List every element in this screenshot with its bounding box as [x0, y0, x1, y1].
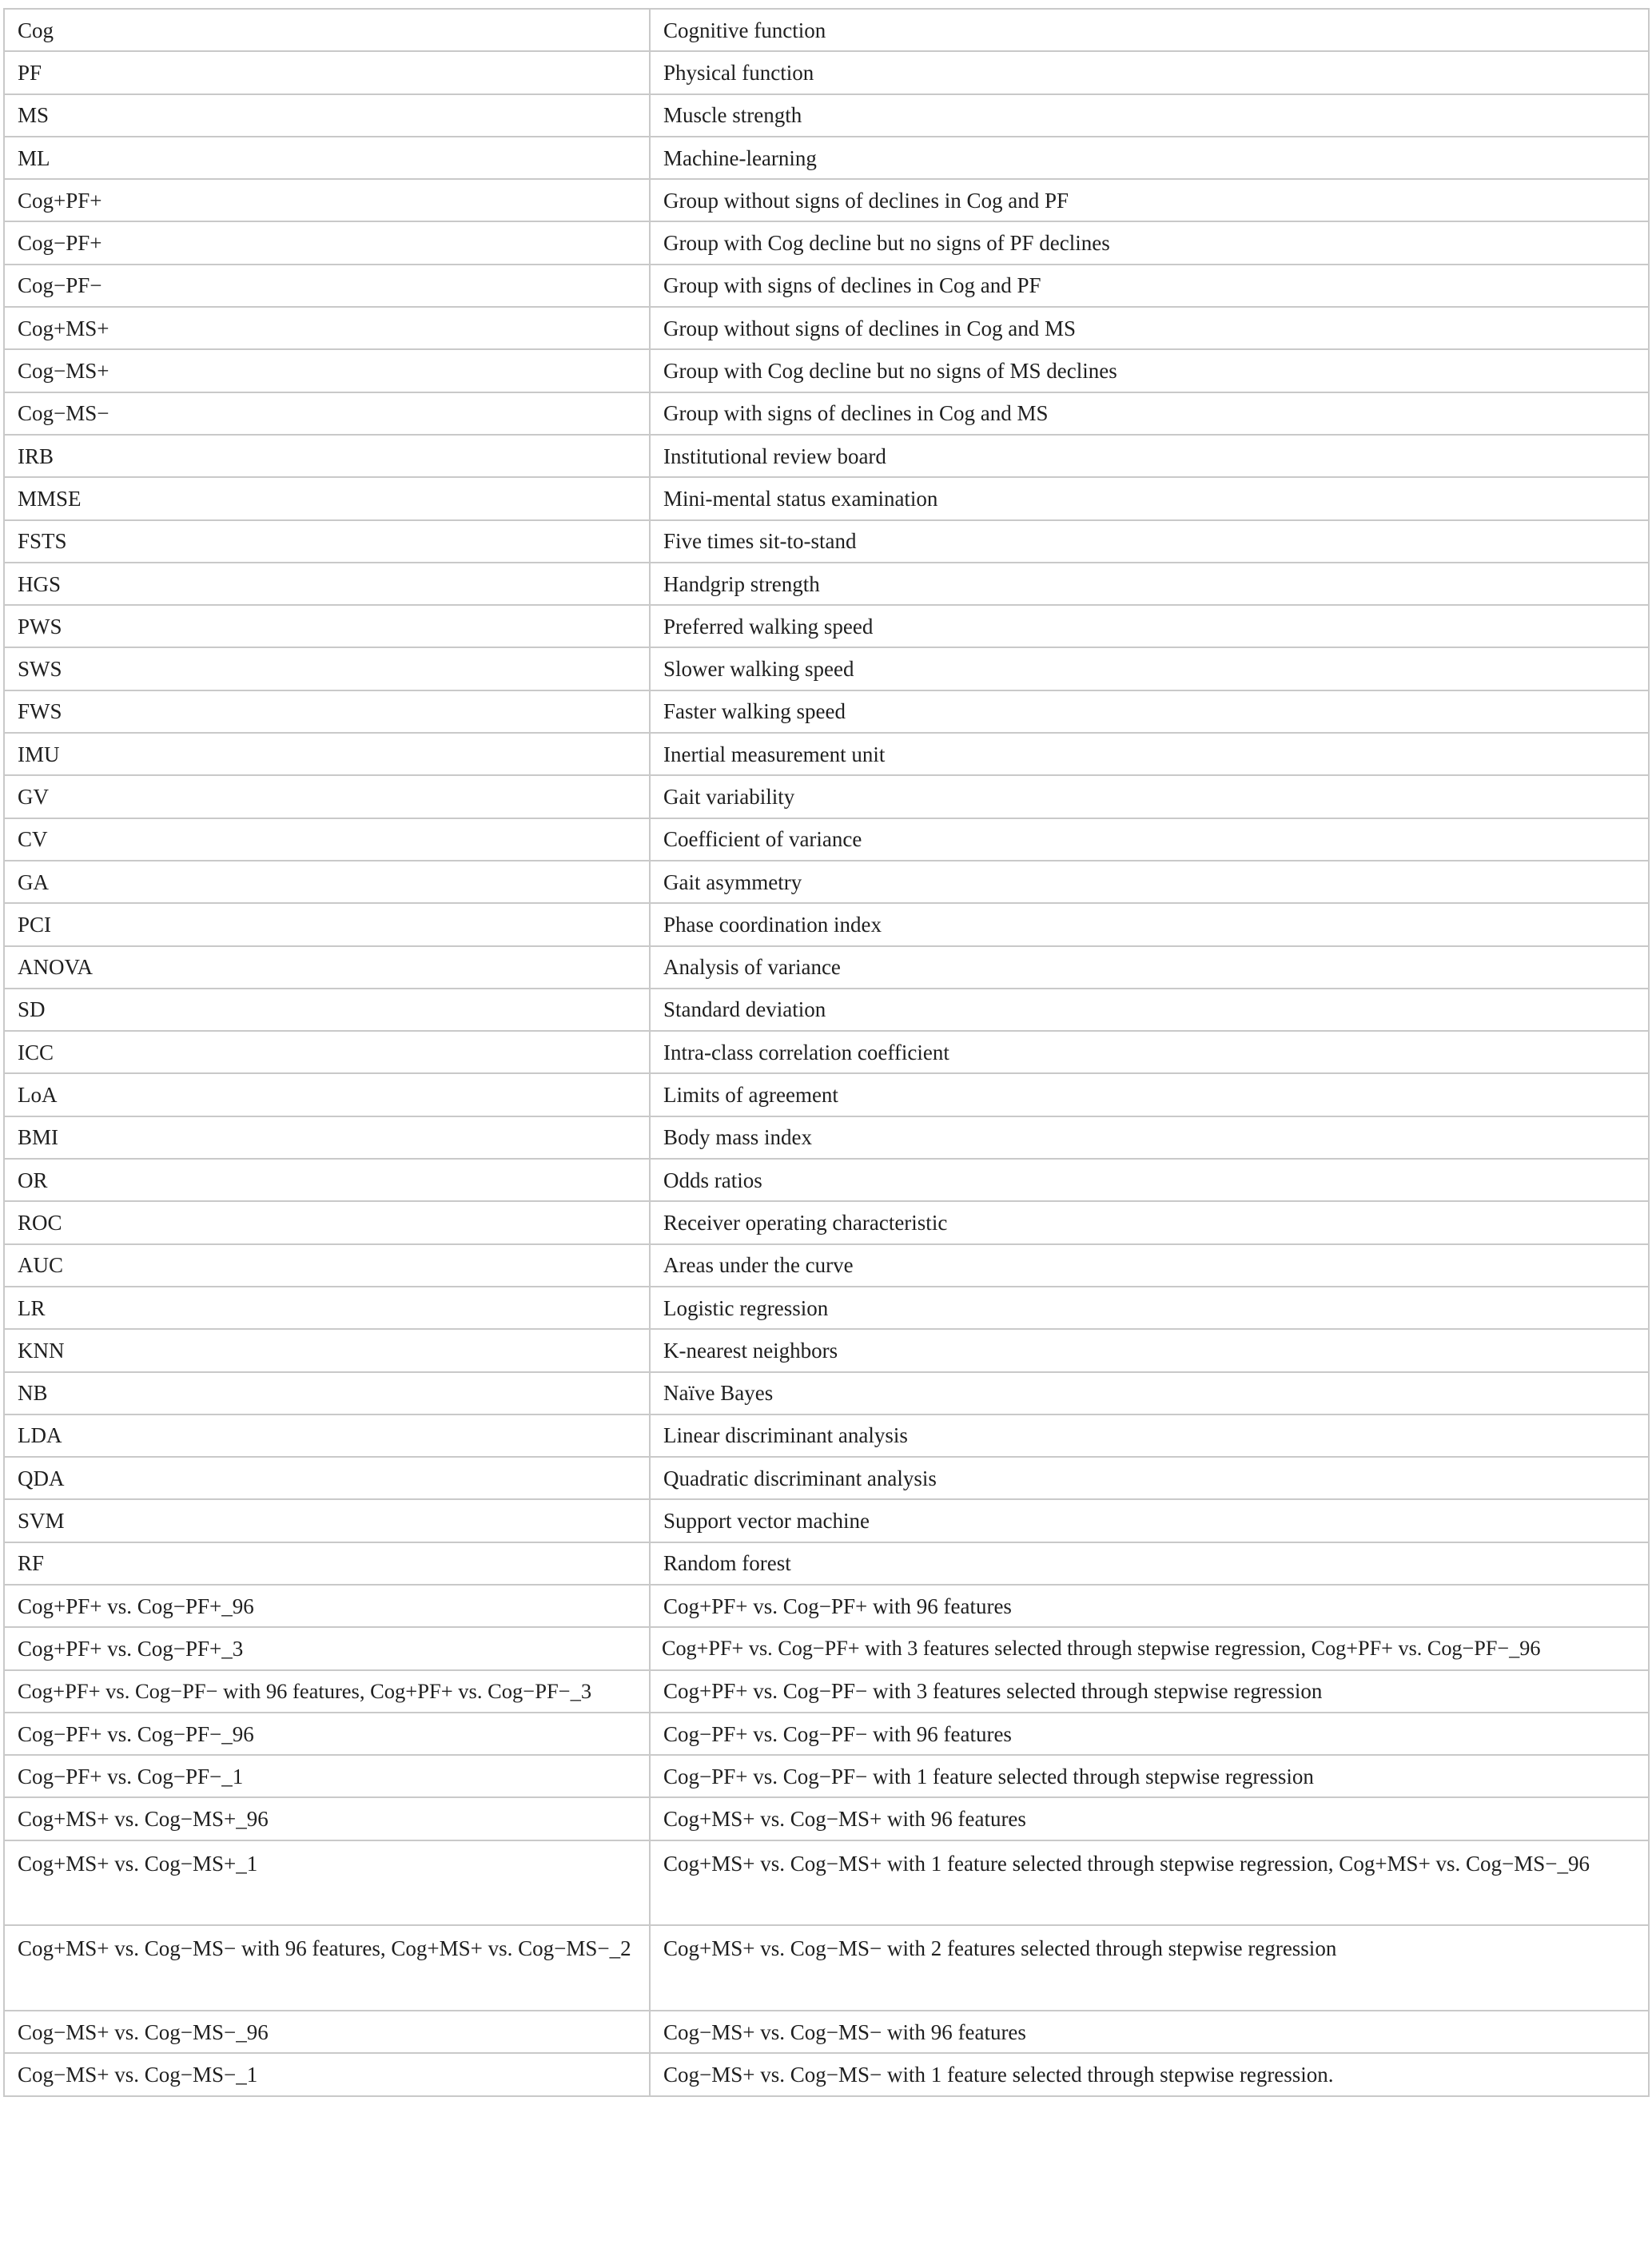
definition-cell: Limits of agreement: [650, 1073, 1649, 1116]
definition-cell: Group without signs of declines in Cog and MS: [650, 307, 1649, 349]
abbreviation-cell: GA: [4, 861, 650, 903]
table-row: [4, 1713, 1649, 1755]
table-row: [4, 1287, 1649, 1329]
table-row: [4, 9, 1649, 51]
definition-cell: Support vector machine: [650, 1499, 1649, 1542]
abbreviation-cell: MS: [4, 94, 650, 137]
definition-cell: Linear discriminant analysis: [650, 1414, 1649, 1457]
definition-cell: Quadratic discriminant analysis: [650, 1457, 1649, 1499]
abbreviation-cell: Cog−PF+: [4, 221, 650, 264]
abbreviation-cell: OR: [4, 1159, 650, 1201]
abbreviation-cell: Cog−MS−: [4, 392, 650, 435]
abbreviation-cell: ML: [4, 137, 650, 179]
table-row: [4, 520, 1649, 563]
definition-cell: Odds ratios: [650, 1159, 1649, 1201]
table-row: [4, 307, 1649, 349]
abbreviations-table-body: [4, 9, 1649, 2096]
table-row: [4, 1116, 1649, 1159]
definition-cell: Logistic regression: [650, 1287, 1649, 1329]
definition-cell: Inertial measurement unit: [650, 733, 1649, 775]
definition-cell: Coefficient of variance: [650, 818, 1649, 861]
definition-cell: Cog−PF+ vs. Cog−PF− with 1 feature selected through stepwise regression: [650, 1755, 1649, 1797]
definition-cell: Cog−MS+ vs. Cog−MS− with 1 feature selected through stepwise regression.: [650, 2053, 1649, 2095]
abbreviation-cell: Cog−PF+ vs. Cog−PF−_1: [4, 1755, 650, 1797]
abbreviation-cell: NB: [4, 1372, 650, 1414]
definition-cell: Naïve Bayes: [650, 1372, 1649, 1414]
abbreviation-cell: Cog−PF−: [4, 265, 650, 307]
definition-cell: Cog+MS+ vs. Cog−MS+ with 96 features: [650, 1797, 1649, 1840]
definition-cell: Receiver operating characteristic: [650, 1201, 1649, 1243]
table-row: [4, 1073, 1649, 1116]
abbreviation-cell: Cog+PF+ vs. Cog−PF− with 96 features, Cog+PF+ vs. Cog−PF−_3: [4, 1670, 650, 1713]
abbreviation-cell: RF: [4, 1542, 650, 1585]
table-row: [4, 1797, 1649, 1840]
abbreviation-cell: MMSE: [4, 477, 650, 519]
table-row: [4, 1159, 1649, 1201]
table-row: [4, 1670, 1649, 1713]
abbreviation-cell: BMI: [4, 1116, 650, 1159]
abbreviation-cell: Cog+PF+ vs. Cog−PF+_3: [4, 1627, 650, 1669]
definition-cell: Group with Cog decline but no signs of PF declines: [650, 221, 1649, 264]
abbreviation-cell: ROC: [4, 1201, 650, 1243]
definition-cell: Analysis of variance: [650, 946, 1649, 989]
table-row: [4, 179, 1649, 221]
table-row: [4, 1585, 1649, 1627]
table-row: [4, 818, 1649, 861]
table-row: [4, 1329, 1649, 1371]
definition-cell: K-nearest neighbors: [650, 1329, 1649, 1371]
abbreviation-cell: IRB: [4, 435, 650, 477]
table-row: [4, 435, 1649, 477]
table-row: [4, 1542, 1649, 1585]
abbreviation-cell: AUC: [4, 1244, 650, 1287]
table-row: [4, 265, 1649, 307]
abbreviation-cell: Cog+PF+ vs. Cog−PF+_96: [4, 1585, 650, 1627]
abbreviation-cell: LoA: [4, 1073, 650, 1116]
definition-cell: Gait variability: [650, 775, 1649, 818]
definition-cell: Cog+PF+ vs. Cog−PF+ with 3 features selected through stepwise regression, Cog+PF+ vs. Cog−PF−_96: [650, 1627, 1649, 1669]
definition-cell: Phase coordination index: [650, 903, 1649, 945]
definition-cell: Cog−PF+ vs. Cog−PF− with 96 features: [650, 1713, 1649, 1755]
table-row: [4, 94, 1649, 137]
table-row: [4, 1031, 1649, 1073]
abbreviation-cell: IMU: [4, 733, 650, 775]
table-row: [4, 2053, 1649, 2095]
table-row: [4, 647, 1649, 690]
table-row: [4, 1414, 1649, 1457]
abbreviation-cell: QDA: [4, 1457, 650, 1499]
definition-cell: Random forest: [650, 1542, 1649, 1585]
table-row: [4, 733, 1649, 775]
abbreviation-cell: HGS: [4, 563, 650, 605]
abbreviation-cell: Cog−MS+ vs. Cog−MS−_1: [4, 2053, 650, 2095]
table-row: [4, 989, 1649, 1031]
table-row: [4, 137, 1649, 179]
abbreviation-cell: ANOVA: [4, 946, 650, 989]
definition-cell: Areas under the curve: [650, 1244, 1649, 1287]
table-row: [4, 1457, 1649, 1499]
abbreviation-cell: PF: [4, 51, 650, 94]
definition-cell: Cognitive function: [650, 9, 1649, 51]
abbreviations-table: [3, 8, 1650, 2097]
abbreviation-cell: KNN: [4, 1329, 650, 1371]
table-row: [4, 1840, 1649, 1926]
abbreviation-cell: ICC: [4, 1031, 650, 1073]
definition-cell: Preferred walking speed: [650, 605, 1649, 647]
definition-cell: Five times sit-to-stand: [650, 520, 1649, 563]
abbreviation-cell: PWS: [4, 605, 650, 647]
abbreviation-cell: Cog+MS+ vs. Cog−MS− with 96 features, Cog+MS+ vs. Cog−MS−_2: [4, 1925, 650, 2011]
table-row: [4, 1925, 1649, 2011]
table-row: [4, 1201, 1649, 1243]
definition-cell: Cog+PF+ vs. Cog−PF+ with 96 features: [650, 1585, 1649, 1627]
table-row: [4, 349, 1649, 392]
table-row: [4, 392, 1649, 435]
table-row: [4, 221, 1649, 264]
abbreviation-cell: FWS: [4, 690, 650, 733]
table-row: [4, 51, 1649, 94]
definition-cell: Standard deviation: [650, 989, 1649, 1031]
definition-cell: Group with signs of declines in Cog and PF: [650, 265, 1649, 307]
table-row: [4, 2011, 1649, 2053]
definition-cell: Group without signs of declines in Cog and PF: [650, 179, 1649, 221]
abbreviation-cell: Cog+MS+ vs. Cog−MS+_1: [4, 1840, 650, 1926]
definition-cell: Intra-class correlation coefficient: [650, 1031, 1649, 1073]
abbreviation-cell: Cog−MS+ vs. Cog−MS−_96: [4, 2011, 650, 2053]
table-row: [4, 1755, 1649, 1797]
table-row: [4, 690, 1649, 733]
definition-cell: Mini-mental status examination: [650, 477, 1649, 519]
definition-cell: Gait asymmetry: [650, 861, 1649, 903]
table-row: [4, 477, 1649, 519]
definition-cell: Machine-learning: [650, 137, 1649, 179]
definition-cell: Handgrip strength: [650, 563, 1649, 605]
table-row: [4, 775, 1649, 818]
table-row: [4, 1244, 1649, 1287]
table-row: [4, 1627, 1649, 1669]
definition-cell: Cog+MS+ vs. Cog−MS+ with 1 feature selected through stepwise regression, Cog+MS+ vs. Cog−MS−_96: [650, 1840, 1649, 1926]
definition-cell: Cog+PF+ vs. Cog−PF− with 3 features selected through stepwise regression: [650, 1670, 1649, 1713]
abbreviation-cell: Cog−MS+: [4, 349, 650, 392]
definition-cell: Body mass index: [650, 1116, 1649, 1159]
abbreviation-cell: Cog−PF+ vs. Cog−PF−_96: [4, 1713, 650, 1755]
abbreviation-cell: SWS: [4, 647, 650, 690]
definition-cell: Group with signs of declines in Cog and MS: [650, 392, 1649, 435]
table-row: [4, 563, 1649, 605]
abbreviation-cell: SVM: [4, 1499, 650, 1542]
abbreviation-cell: FSTS: [4, 520, 650, 563]
abbreviation-cell: SD: [4, 989, 650, 1031]
table-row: [4, 946, 1649, 989]
abbreviation-cell: Cog+PF+: [4, 179, 650, 221]
definition-cell: Cog−MS+ vs. Cog−MS− with 96 features: [650, 2011, 1649, 2053]
table-row: [4, 861, 1649, 903]
abbreviation-cell: Cog: [4, 9, 650, 51]
abbreviation-cell: PCI: [4, 903, 650, 945]
definition-cell: Muscle strength: [650, 94, 1649, 137]
definition-cell: Physical function: [650, 51, 1649, 94]
definition-cell: Faster walking speed: [650, 690, 1649, 733]
table-row: [4, 903, 1649, 945]
definition-cell: Institutional review board: [650, 435, 1649, 477]
table-row: [4, 1499, 1649, 1542]
abbreviation-cell: LR: [4, 1287, 650, 1329]
abbreviation-cell: LDA: [4, 1414, 650, 1457]
abbreviation-cell: Cog+MS+: [4, 307, 650, 349]
definition-cell: Group with Cog decline but no signs of MS declines: [650, 349, 1649, 392]
abbreviation-cell: CV: [4, 818, 650, 861]
table-row: [4, 1372, 1649, 1414]
definition-cell: Cog+MS+ vs. Cog−MS− with 2 features selected through stepwise regression: [650, 1925, 1649, 2011]
abbreviation-cell: Cog+MS+ vs. Cog−MS+_96: [4, 1797, 650, 1840]
table-row: [4, 605, 1649, 647]
abbreviation-cell: GV: [4, 775, 650, 818]
definition-cell: Slower walking speed: [650, 647, 1649, 690]
